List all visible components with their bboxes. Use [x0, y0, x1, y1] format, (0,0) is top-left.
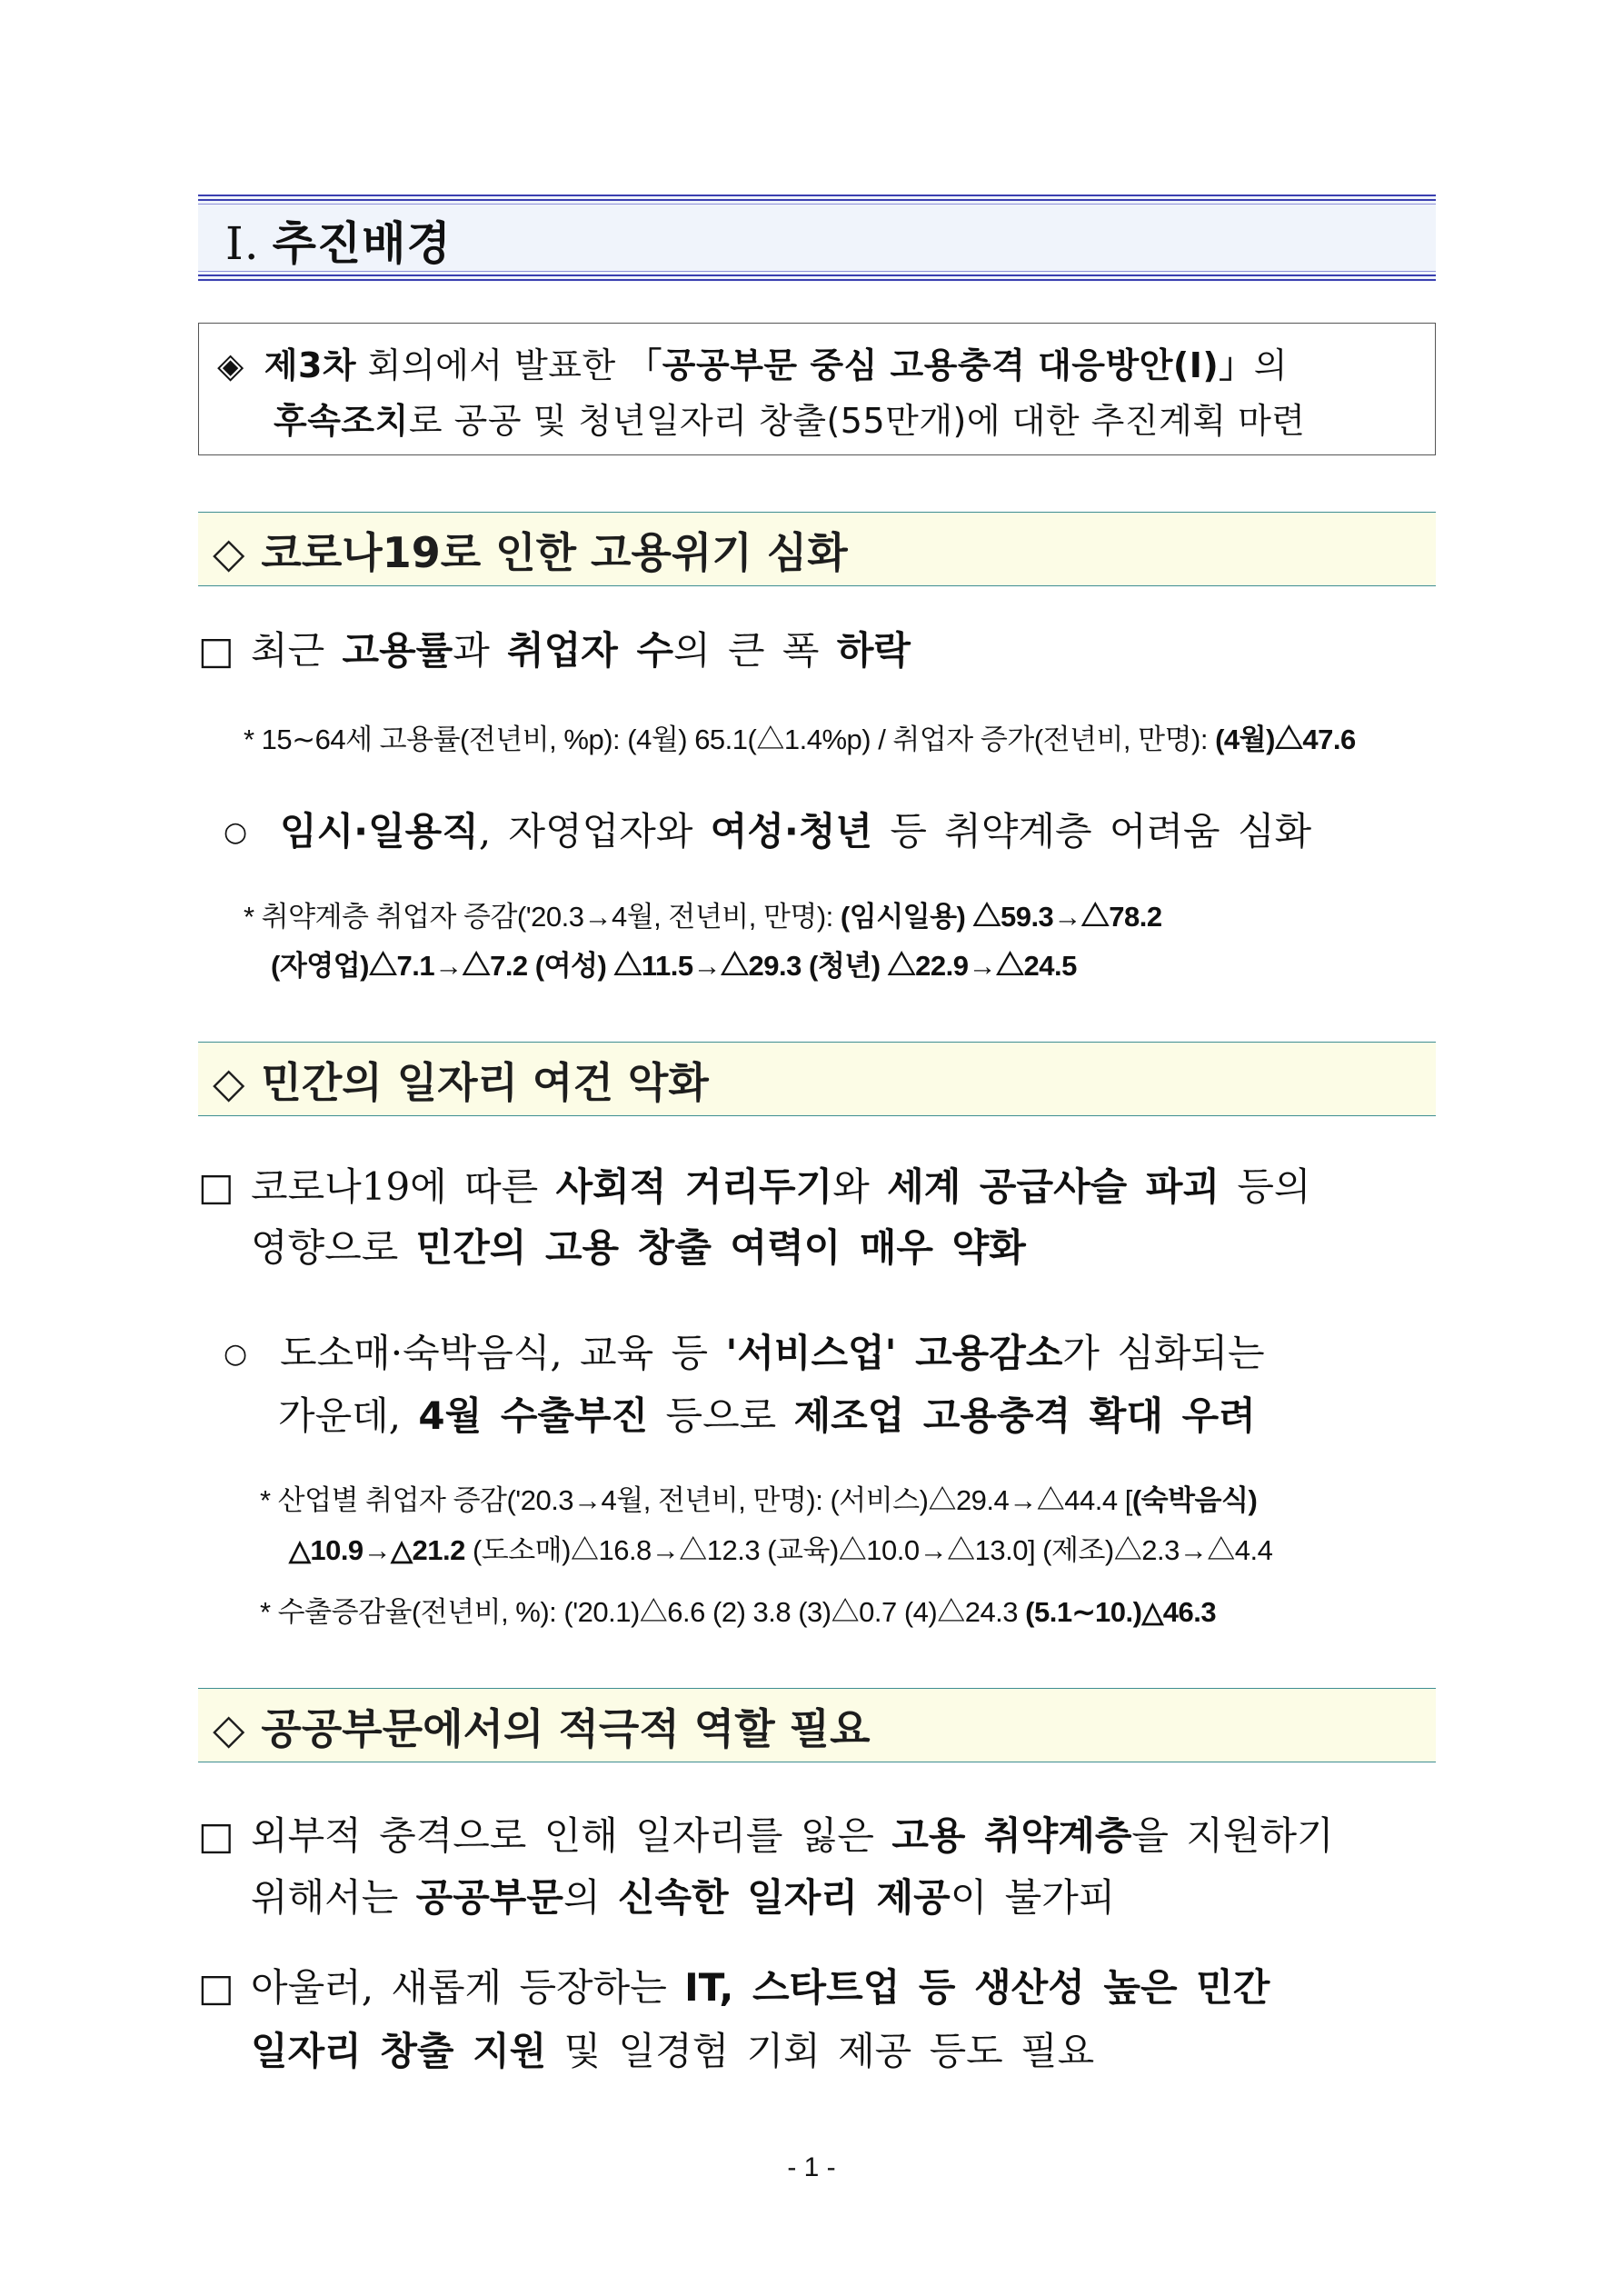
- text-run: 의: [1253, 345, 1288, 385]
- emphasis-text: 4월 수출부진: [418, 1393, 649, 1438]
- emphasis-text: (숙박음식): [1131, 1484, 1258, 1516]
- emphasis-text: 제조업 고용충격 확대 우려: [793, 1393, 1256, 1438]
- emphasis-text: '서비스업' 고용감소: [725, 1331, 1063, 1375]
- text-run: 위해서는: [251, 1875, 416, 1920]
- page-title: [225, 207, 452, 273]
- text-run: , 자영업자와: [478, 809, 711, 854]
- title-rule: [198, 195, 1436, 196]
- section-header-3: [198, 1688, 1436, 1762]
- footnote: [260, 1477, 1257, 1518]
- emphasis-text: 고용 취약계층: [891, 1813, 1132, 1858]
- text-run: 영향으로: [251, 1225, 416, 1270]
- open-diamond-icon: ◇: [213, 1058, 245, 1107]
- section-title: 민간의 일자리 여건 악화: [261, 1058, 709, 1107]
- emphasis-text: (임시일용) △59.3→△78.2: [840, 901, 1162, 933]
- open-diamond-icon: ◇: [213, 1704, 245, 1753]
- emphasis-text: 취업자 수: [507, 628, 674, 673]
- emphasis-text: 사회적 거리두기: [555, 1164, 833, 1209]
- text-run: 및 일경험 기회 제공 등도 필요: [546, 2029, 1095, 2073]
- text-run: 의 큰 폭: [673, 628, 837, 673]
- page-number: - 1 -: [787, 2152, 836, 2182]
- section-title: 공공부문에서의 적극적 역할 필요: [261, 1704, 871, 1753]
- paragraph-continued: [251, 1218, 1026, 1273]
- emphasis-text: 일자리 창출 지원: [251, 2029, 547, 2073]
- emphasis-text: (자영업)△7.1→△7.2 (여성) △11.5→△29.3 (청년) △22.9→△24.5: [271, 950, 1077, 982]
- title-numeral: Ⅰ.: [225, 217, 260, 270]
- text-run: 회의에서 발표한: [356, 345, 628, 385]
- text-run: 도소매·숙박음식, 교육 등: [280, 1331, 726, 1375]
- checkbox-bullet-icon: □: [198, 1965, 234, 2010]
- text-run: 의: [563, 1875, 618, 1920]
- section-header-2: [198, 1042, 1436, 1116]
- paragraph-continued: [251, 2021, 1094, 2076]
- emphasis-text: IT, 스타트업 등 생산성 높은 민간: [684, 1965, 1270, 2010]
- emphasis-text: 민간의 고용 창출 여력이 매우 약화: [415, 1225, 1026, 1270]
- title-text: 추진배경: [272, 217, 452, 270]
- text-run: * 취약계층 취업자 증감('20.3→4월, 전년비, 만명):: [244, 901, 841, 933]
- footnote: [260, 1589, 1216, 1630]
- text-run: 을 지원하기: [1131, 1813, 1334, 1858]
- text-run: (도소매)△16.8→△12.3 (교육)△10.0→△13.0] (제조)△2.3→△4.4: [464, 1534, 1273, 1566]
- checkbox-bullet-icon: □: [198, 1813, 234, 1858]
- diamond-bullet-icon: ◈: [217, 345, 244, 385]
- emphasis-text: 임시·일용직: [280, 809, 479, 854]
- text-run: 아울러, 새롭게 등장하는: [251, 1965, 685, 2010]
- title-rule: [198, 199, 1436, 201]
- title-rule: [198, 204, 1436, 205]
- paragraph: [198, 1806, 1334, 1861]
- title-rule: [198, 275, 1436, 276]
- emphasis-text: 「공공부문 중심 고용충격 대응방안(Ⅰ)」: [627, 345, 1254, 385]
- emphasis-text: 신속한 일자리 제공: [617, 1875, 951, 1920]
- title-rule: [198, 279, 1436, 281]
- text-run: 로 공공 및 청년일자리 창출(55만개)에 대한 추진계획 마련: [408, 401, 1306, 441]
- emphasis-text: 공공부문: [415, 1875, 563, 1920]
- emphasis-text: (4월)△47.6: [1215, 724, 1356, 755]
- paragraph: [198, 1958, 1270, 2012]
- text-run: 가 심화되는: [1062, 1331, 1265, 1375]
- text-run: 이 불가피: [950, 1875, 1116, 1920]
- paragraph-continued: [251, 1868, 1115, 1922]
- emphasis-text: △10.9→△21.2: [289, 1534, 465, 1566]
- emphasis-text: 고용률: [342, 628, 453, 673]
- text-run: 최근: [251, 628, 343, 673]
- text-run: 등의: [1219, 1164, 1311, 1209]
- sub-paragraph: [224, 802, 1311, 856]
- paragraph: [198, 621, 911, 675]
- sub-paragraph-continued: [278, 1386, 1256, 1441]
- footnote: [271, 943, 1077, 983]
- footnote: [289, 1527, 1272, 1568]
- summary-box: [198, 323, 1436, 455]
- sub-paragraph: [224, 1323, 1265, 1378]
- text-run: 가운데,: [278, 1393, 419, 1438]
- footnote: [244, 893, 1162, 934]
- text-run: 코로나19에 따른: [251, 1164, 556, 1209]
- checkbox-bullet-icon: □: [198, 628, 234, 673]
- circle-bullet-icon: ○: [224, 1338, 248, 1370]
- circle-bullet-icon: ○: [224, 816, 248, 848]
- footnote: [244, 716, 1356, 757]
- section-header-1: [198, 512, 1436, 586]
- emphasis-text: 세계 공급사슬 파괴: [887, 1164, 1220, 1209]
- emphasis-text: 하락: [836, 628, 911, 673]
- emphasis-text: 여성·청년: [710, 809, 872, 854]
- summary-line-1: [217, 337, 1288, 387]
- section-title: 코로나19로 인한 고용위기 심화: [261, 528, 848, 577]
- text-run: 등 취약계층 어려움 심화: [872, 809, 1312, 854]
- paragraph: [198, 1157, 1310, 1212]
- emphasis-text: 제3차: [264, 345, 357, 385]
- text-run: 등으로: [648, 1393, 794, 1438]
- text-run: * 15∼64세 고용률(전년비, %p): (4월) 65.1(△1.4%p) / 취업자 증가(전년비, 만명):: [244, 724, 1216, 755]
- text-run: 외부적 충격으로 인해 일자리를 잃은: [251, 1813, 892, 1858]
- text-run: 와: [832, 1164, 888, 1209]
- text-run: 과: [453, 628, 508, 673]
- text-run: * 산업별 취업자 증감('20.3→4월, 전년비, 만명): (서비스)△29.4→△44.4 [: [260, 1484, 1132, 1516]
- summary-line-2: [274, 393, 1305, 443]
- emphasis-text: 후속조치: [274, 401, 409, 441]
- checkbox-bullet-icon: □: [198, 1164, 234, 1209]
- open-diamond-icon: ◇: [213, 528, 245, 577]
- emphasis-text: (5.1∼10.)△46.3: [1025, 1596, 1217, 1628]
- text-run: * 수출증감율(전년비, %): ('20.1)△6.6 (2) 3.8 (3)△0.7 (4)△24.3: [260, 1596, 1026, 1628]
